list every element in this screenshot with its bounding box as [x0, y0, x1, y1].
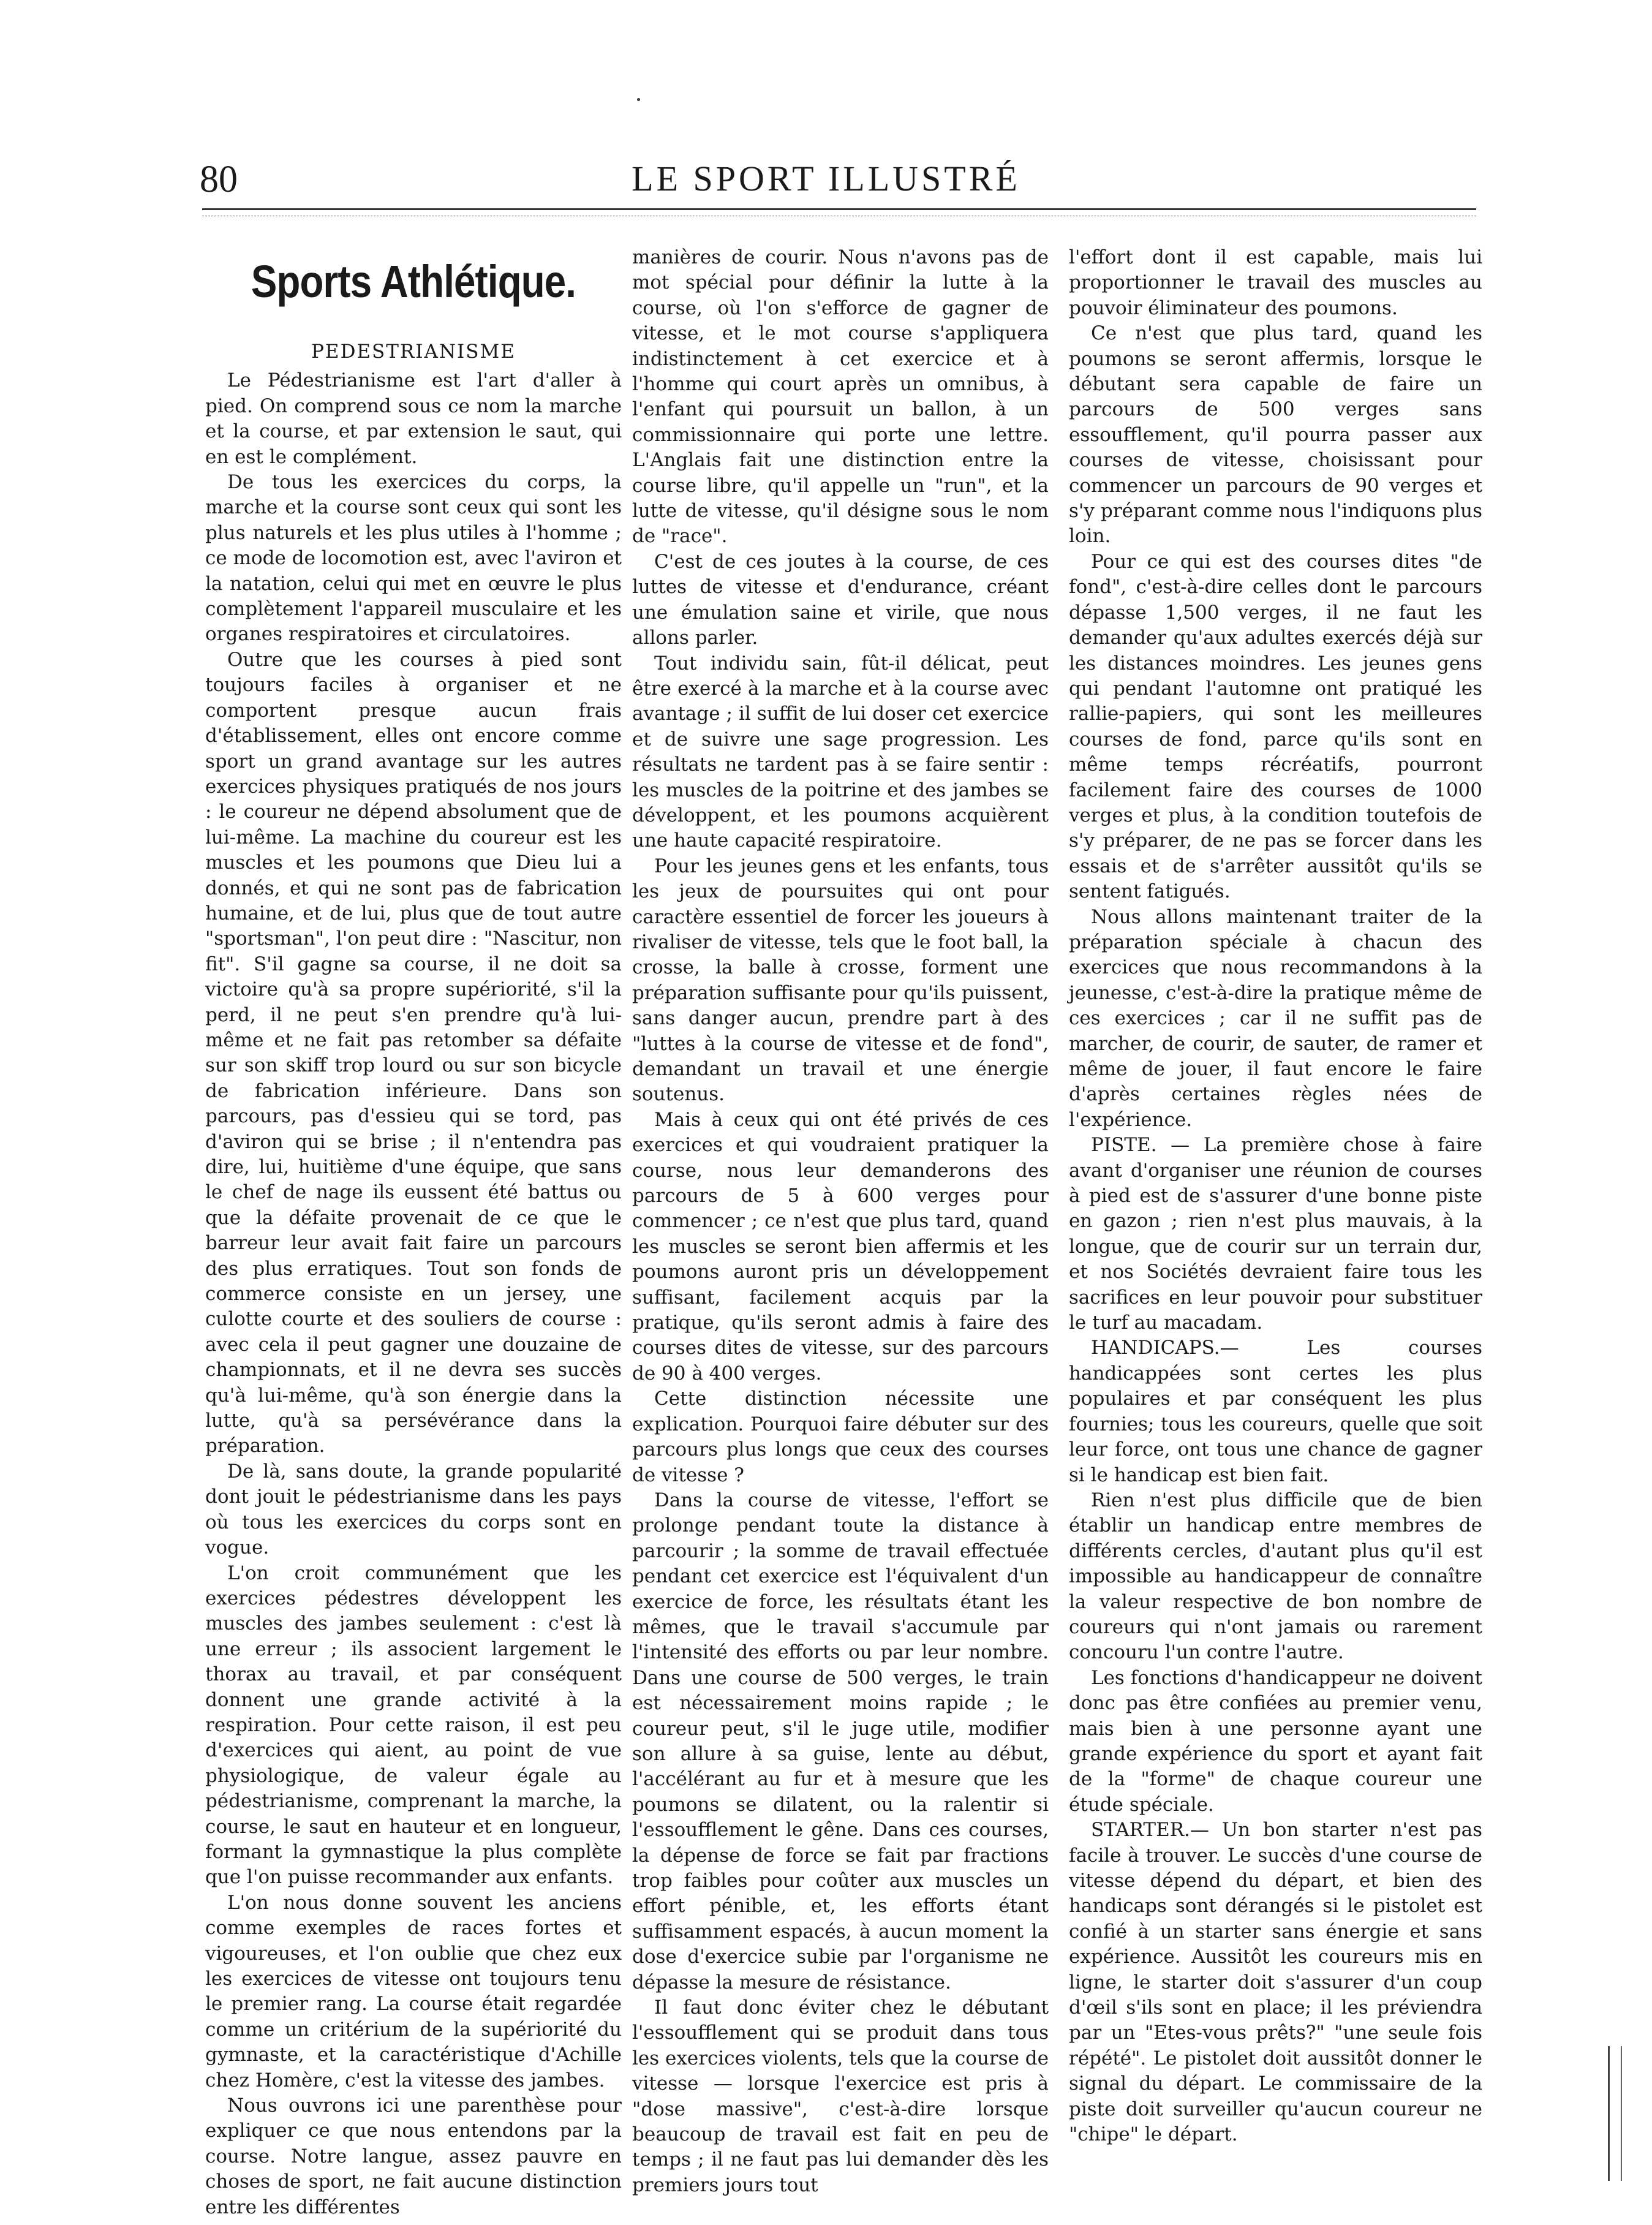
paragraph: De tous les exercices du corps, la marche et la course sont ceux qui sont les plus naturels et les plus utiles à l'homme ; ce mode de locomotion est, avec l'aviron et la natation, celui qui met en œuvre le plus complètement l'appareil musculaire et les organes respiratoires et circulatoires.: [205, 471, 622, 646]
paragraph: L'on croit communément que les exercices pédestres développent les muscles des jambes seulement : c'est là une erreur ; ils associent largement le thorax au travail, et par conséquent donnent une grande activité à la respiration. Pour cette raison, il est peu d'exercices qui aient, au point de vue physiologique, de valeur égale au pédestrianisme, comprenant la marche, la course, le saut en hauteur et en longueur, formant la gymnastique la plus complète que l'on puisse recommander aux enfants.: [205, 1562, 622, 1889]
paragraph: Tout individu sain, fût-il délicat, peut être exercé à la marche et à la course avec avantage ; il suffit de lui doser cet exercice et de suivre une sage progression. Les résultats ne tardent pas à se faire sentir : les muscles de la poitrine et des jambes se développent, et les poumons acquièrent une haute capacité respiratoire.: [632, 652, 1049, 852]
paragraph: l'effort dont il est capable, mais lui proportionner le travail des muscles au pouvoir éliminateur des poumons.: [1069, 246, 1482, 319]
paragraph-piste: PISTE. — La première chose à faire avant d'organiser une réunion de courses à pied est de s'assurer d'une bonne piste en gazon ; rien n'est plus mauvais, à la longue, que de courir sur un terrain dur, et nos Sociétés devraient faire tous les sacrifices en leur pouvoir pour substituer le turf au macadam.: [1069, 1134, 1482, 1334]
paragraph: Dans la course de vitesse, l'effort se prolonge pendant toute la distance à parcourir ; la somme de travail effectuée pendant cet exercice est l'équivalent d'un exercice de force, les résultats étant les mêmes, que le travail s'accumule par l'intensité des efforts ou par leur nombre. Dans une course de 500 verges, le train est nécessairement moins rapide ; le coureur peut, s'il le juge utile, modifier son allure à sa guise, lente au début, l'accélérant au fur et à mesure que les poumons se dilatent, ou la ralentir si l'essoufflement le gêne. Dans ces courses, la dépense de force se fait par fractions trop faibles pour coûter aux muscles un effort pénible, et, les efforts étant suffisamment espacés, à aucun moment la dose d'exercice subie par l'organisme ne dépasse la mesure de résistance.: [632, 1489, 1049, 1993]
paragraph: Nous allons maintenant traiter de la préparation spéciale à chacun des exercices que nous recommandons à la jeunesse, c'est-à-dire la pratique même de ces exercices ; car il ne suffit pas de marcher, de courir, de sauter, de ramer et même de jouer, il faut encore le faire d'après certaines règles nées de l'expérience.: [1069, 905, 1482, 1131]
paragraph-starter: STARTER.— Un bon starter n'est pas facile à trouver. Le succès d'une course de vitesse dépend du départ, et bien des handicaps sont dérangés si le pistolet est confié à un starter sans énergie et sans expérience. Aussitôt les coureurs mis en ligne, le starter doit s'assurer d'un coup d'œil s'ils sont en place; il les préviendra par un "Etes-vous prêts?" "une seule fois répété". Le pistolet doit aussitôt donner le signal du départ. Le commissaire de la piste doit surveiller qu'aucun coureur ne "chipe" le départ.: [1069, 1819, 1482, 2146]
paragraph: Les fonctions d'handicappeur ne doivent donc pas être confiées au premier venu, mais bien à une personne ayant une grande expérience du sport et ayant fait de la "forme" de chaque coureur une étude spéciale.: [1069, 1666, 1482, 1816]
paragraph: Pour ce qui est des courses dites "de fond", c'est-à-dire celles dont le parcours dépasse 1,500 verges, il ne faut les demander qu'aux adultes exercés déjà sur les distances moindres. Les jeunes gens qui pendant l'automne ont pratiqué les rallie-papiers, qui sont les meilleures courses de fond, parce qu'ils sont en même temps récréatifs, pourront facilement faire des courses de 1000 verges et plus, à la condition toutefois de s'y préparer, de ne pas se forcer dans les essais et de s'arrêter aussitôt qu'ils se sentent fatigués.: [1069, 550, 1482, 903]
paragraph: Mais à ceux qui ont été privés de ces exercices et qui voudraient pratiquer la course, nous leur demanderons des parcours de 5 à 600 verges pour commencer ; ce n'est que plus tard, quand les muscles se seront bien affermis et les poumons auront pris un développement suffisant, facilement acquis par la pratique, qu'ils seront admis à faire des courses dites de vitesse, sur des parcours de 90 à 400 verges.: [632, 1108, 1049, 1384]
page-number: 80: [200, 159, 238, 200]
paragraph: De là, sans doute, la grande popularité dont jouit le pédestrianisme dans les pays où tous les exercices du corps sont en vogue.: [205, 1460, 622, 1559]
paragraph: Rien n'est plus difficile que de bien établir un handicap entre membres de différents cercles, d'autant plus qu'il est impossible au handicappeur de connaître la valeur respective de bon nombre de coureurs qui n'ont jamais ou rarement concouru l'un contre l'autre.: [1069, 1489, 1482, 1664]
running-title: LE SPORT ILLUSTRÉ: [632, 159, 1020, 198]
header-rule: [202, 208, 1476, 210]
article-title: Sports Athlétique.: [251, 256, 576, 307]
paragraph: Il faut donc éviter chez le débutant l'essoufflement qui se produit dans tous les exercices violents, tels que la course de vitesse — lorsque l'exercice est pris à "dose massive", c'est-à-dire lorsque beaucoup de travail est fait en peu de temps ; il ne faut pas lui demander dès les premiers jours tout: [632, 1996, 1049, 2196]
paragraph: Ce n'est que plus tard, quand les poumons se seront affermis, lorsque le débutant sera capable de faire un parcours de 500 verges sans essoufflement, qu'il pourra passer aux courses de vitesse, choisissant pour commencer un parcours de 90 verges et s'y préparant comme nous l'indiquons plus loin.: [1069, 322, 1482, 548]
column-3: [1069, 245, 1482, 2147]
paragraph: Cette distinction nécessite une explication. Pourquoi faire débuter sur des parcours plus longs que ceux des courses de vitesse ?: [632, 1388, 1049, 1486]
column-2: [632, 245, 1049, 2198]
paragraph: C'est de ces joutes à la course, de ces luttes de vitesse et d'endurance, créant une émulation saine et virile, que nous allons parler.: [632, 550, 1049, 649]
binding-margin-mark: [1608, 2046, 1622, 2181]
column-1: [205, 245, 622, 2220]
section-heading: PEDESTRIANISME: [311, 341, 516, 363]
paragraph: Nous ouvrons ici une parenthèse pour expliquer ce que nous entendons par la course. Notre langue, assez pauvre en choses de sport, ne fait aucune distinction entre les différentes: [205, 2095, 622, 2218]
paragraph: Outre que les courses à pied sont toujours faciles à organiser et ne comportent presque aucun frais d'établissement, elles ont encore comme sport un grand avantage sur les autres exercices physiques pratiqués de nos jours : le coureur ne dépend absolument que de lui-même. La machine du coureur est les muscles et les poumons que Dieu lui a donnés, et qui ne sont pas de fabrication humaine, et de lui, plus que de tout autre "sportsman", l'on peut dire : "Nascitur, non fit". S'il gagne sa course, il ne doit sa victoire qu'à sa propre supériorité, s'il la perd, il ne peut s'en prendre qu'à lui-même et ne fait pas retomber sa défaite sur son skiff trop lourd ou sur son bicycle de fabrication inférieure. Dans son parcours, pas d'essieu qui se tord, pas d'aviron qui se brise ; il n'entendra pas dire, lui, huitième d'une équipe, que sans le chef de nage ils eussent été battus ou que la défaite provenait de ce que le barreur leur avait fait faire un parcours des plus erratiques. Tout son fonds de commerce consiste en un jersey, une culotte courte et des souliers de course : avec cela il peut gagner une douzaine de championnats, et il ne devra ses succès qu'à lui-même, qu'à son énergie dans la lutte, qu'à sa persévérance dans la préparation.: [205, 648, 622, 1457]
paragraph-handicaps: HANDICAPS.— Les courses handicappées sont certes les plus populaires et par conséquent les plus fournies; tous les coureurs, quelle que soit leur force, ont tous une chance de gagner si le handicap est bien fait.: [1069, 1337, 1482, 1486]
paragraph: Pour les jeunes gens et les enfants, tous les jeux de poursuites qui ont pour caractère essentiel de forcer les joueurs à rivaliser de vitesse, tels que le foot ball, la crosse, la balle à crosse, forment une préparation suffisante pour qu'ils puissent, sans danger aucun, prendre part à des "luttes à la course de vitesse et de fond", demandant un travail et une énergie soutenus.: [632, 855, 1049, 1106]
paragraph: L'on nous donne souvent les anciens comme exemples de races fortes et vigoureuses, et l'on oublie que chez eux les exercices de vitesse ont toujours tenu le premier rang. La course était regardée comme un critérium de la supériorité du gymnaste, et la caractéristique d'Achille chez Homère, c'est la vitesse des jambes.: [205, 1891, 622, 2091]
paragraph: Le Pédestrianisme est l'art d'aller à pied. On comprend sous ce nom la marche et la course, et par extension le saut, qui en est le complément.: [205, 369, 622, 468]
print-speck: [637, 98, 640, 101]
paragraph: manières de courir. Nous n'avons pas de mot spécial pour définir la lutte à la course, où l'on s'efforce de gagner de vitesse, et le mot course s'appliquera indistinctement à cet exercice et à l'homme qui court après un omnibus, à l'enfant qui poursuit un ballon, à un commissionnaire qui porte une lettre. L'Anglais fait une distinction entre la course libre, qu'il appelle un "run", et la lutte de vitesse, qu'il désigne sous le nom de "race".: [632, 246, 1049, 548]
